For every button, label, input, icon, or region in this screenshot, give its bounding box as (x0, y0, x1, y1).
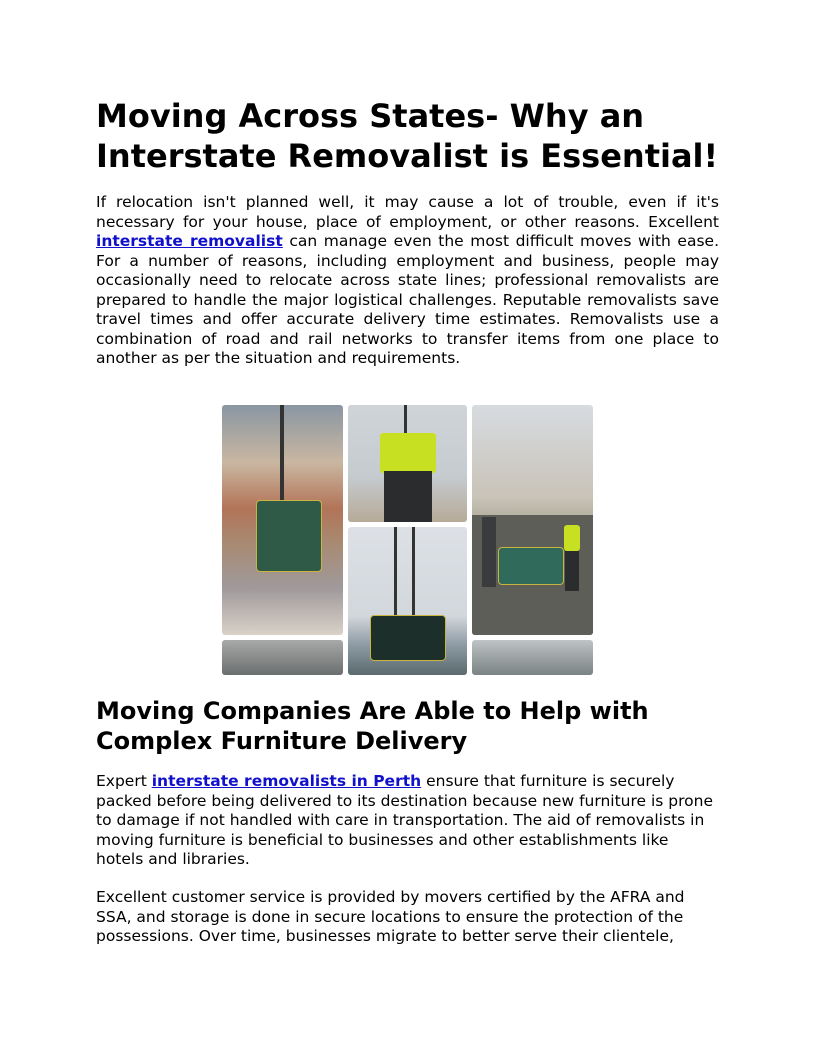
removal-photo-collage (222, 405, 593, 675)
section-heading: Moving Companies Are Able to Help with Complex Furniture Delivery (96, 697, 649, 755)
interstate-removalist-link[interactable]: interstate removalist (96, 232, 283, 250)
crane-lifting-furniture-photo (222, 405, 343, 635)
worker-hivis-photo (348, 405, 467, 522)
para2-text-end: ensure that furniture is securely packed before being delivered to its destination because new furniture is prone to damage if not handled with care in transportation. The aid of removalists in moving furniture is beneficial to businesses and other establishments like hotels and libraries. (96, 772, 713, 868)
intro-text-end: can manage even the most difficult moves with ease. For a number of reasons, including employment and business, people may occasionally need to relocate across state lines; professional removalists are prepared to handle the major logistical challenges. Reputable removalists save travel times and offer accurate delivery time estimates. Removalists use a combination of road and rail networks to transfer items from one place to another as per the situation and requirements. (96, 232, 720, 367)
suspended-package-photo (348, 527, 467, 675)
rooftop-photo (222, 640, 343, 675)
intro-text-start: If relocation isn't planned well, it may cause a lot of trouble, even if it's necessary for your house, place of employment, or other reasons. Excellent (96, 193, 719, 231)
furniture-paragraph (96, 772, 719, 870)
intro-paragraph (96, 193, 719, 369)
page-title: Moving Across States- Why an Interstate Removalist is Essential! (96, 97, 719, 175)
street-photo (472, 640, 593, 675)
interstate-removalists-perth-link[interactable]: interstate removalists in Perth (151, 772, 422, 790)
customer-service-paragraph: Excellent customer service is provided by movers certified by the AFRA and SSA, and storage is done in secure locations to ensure the protection of the possessions. Over time, businesses migrate to better serve their clientele, (96, 888, 685, 945)
para2-text-start: Expert (96, 772, 152, 790)
team-with-wrapped-furniture-photo (472, 405, 593, 635)
